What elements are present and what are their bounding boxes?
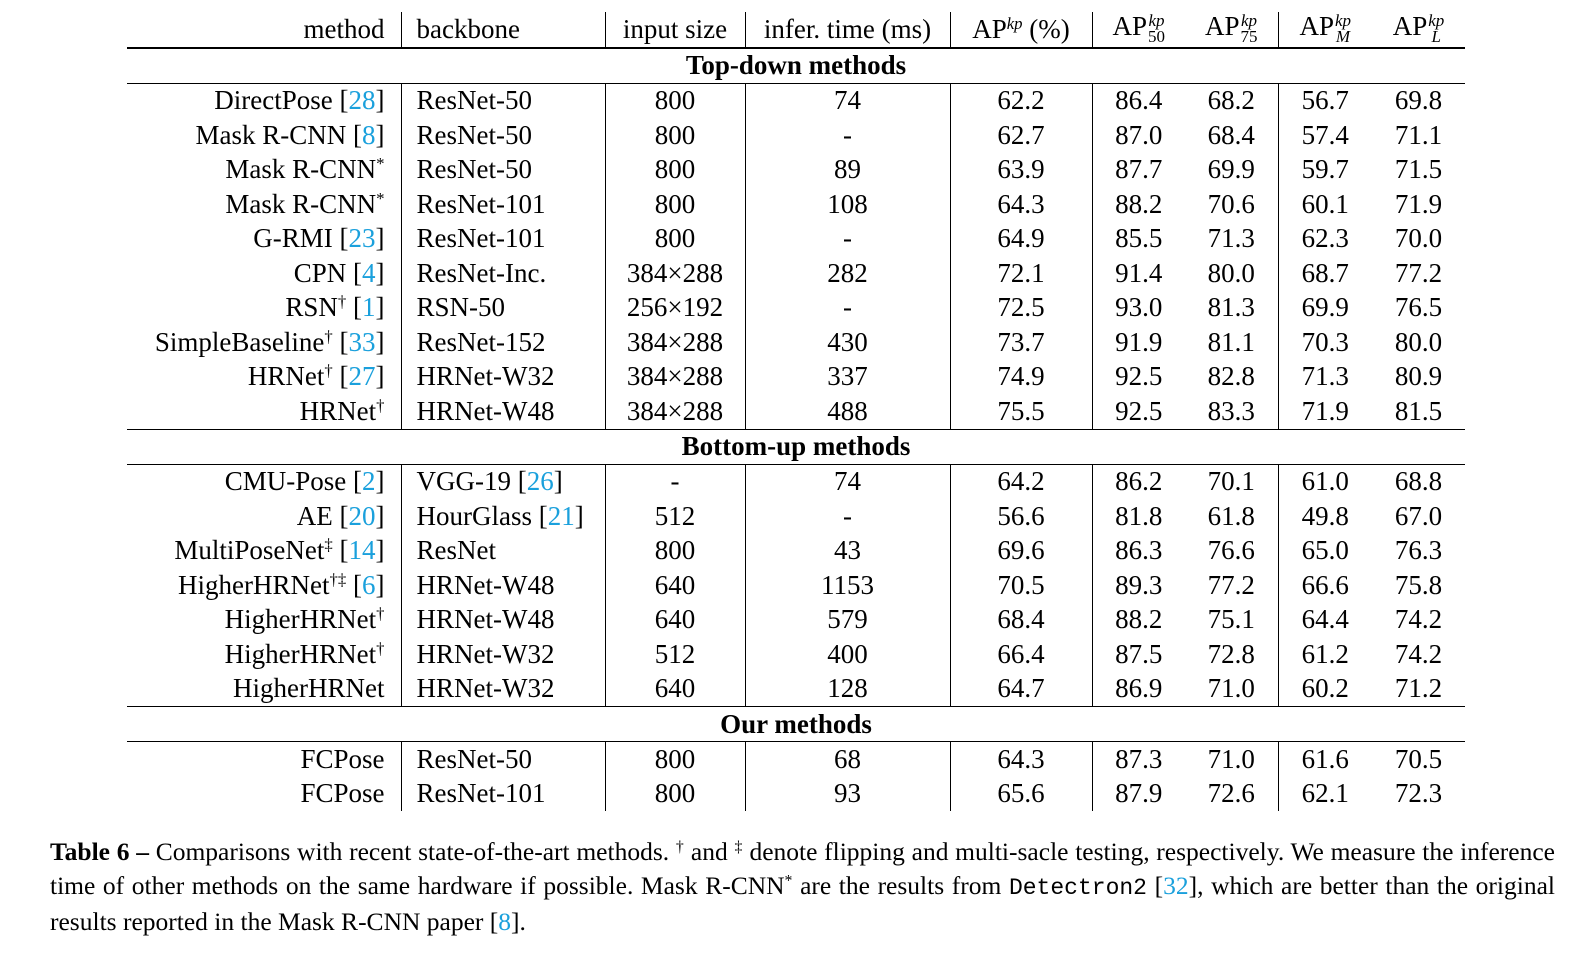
method-name: HRNet (299, 395, 377, 426)
ap50-cell: 87.0 (1115, 119, 1163, 150)
method-mark: † (324, 361, 333, 381)
caption-label: Table 6 (50, 837, 130, 866)
method-name: HigherHRNet (233, 673, 385, 704)
backbone-name: ResNet-50 (416, 85, 532, 116)
table-row (127, 360, 1465, 395)
backbone-name: HRNet-W48 (416, 395, 555, 426)
backbone-name: HRNet-W32 (416, 638, 555, 669)
table-row (127, 499, 1465, 534)
apl-cell: 71.9 (1394, 188, 1443, 219)
caption-code: Detectron2 (1008, 875, 1147, 901)
table-row (127, 325, 1465, 360)
method-ref-link[interactable]: 14 (348, 535, 376, 566)
ap75-cell: 61.8 (1185, 499, 1278, 534)
backbone-cell: VGG-19 [26] (401, 464, 605, 499)
section-header-row (127, 48, 1465, 84)
table-row (127, 637, 1465, 672)
apl-cell: 80.0 (1394, 326, 1443, 357)
backbone-name: HRNet-W48 (416, 604, 555, 635)
ap75-cell: 71.0 (1185, 742, 1278, 777)
ap50-cell: 92.5 (1115, 361, 1163, 392)
input-size-cell: 384×288 (605, 256, 745, 291)
backbone-name: ResNet (416, 535, 496, 566)
header-ap50: AP kp 50 (1092, 12, 1185, 48)
ap75-cell: 71.3 (1185, 222, 1278, 257)
apl-cell: 71.2 (1372, 672, 1465, 707)
ap75-cell: 68.4 (1185, 118, 1278, 153)
infer-time-cell: - (745, 118, 950, 153)
table-row (127, 534, 1465, 569)
apl-cell: 80.9 (1394, 361, 1443, 392)
apm-cell: 66.6 (1301, 569, 1349, 600)
ap50-cell: 88.2 (1115, 188, 1163, 219)
apm-cell: 70.3 (1301, 326, 1349, 357)
ap75-cell: 80.0 (1185, 256, 1278, 291)
input-size-cell: 800 (605, 534, 745, 569)
apm-cell: 60.2 (1278, 672, 1372, 707)
ap-cell: 64.3 (950, 187, 1092, 222)
header-row (127, 12, 1465, 48)
backbone-name: ResNet-50 (416, 743, 532, 774)
ap50-cell: 86.3 (1115, 535, 1163, 566)
ap-cell: 62.2 (950, 83, 1092, 118)
apl-cell: 76.3 (1394, 535, 1443, 566)
method-mark: † (324, 326, 333, 346)
ap-cell: 70.5 (950, 568, 1092, 603)
apl-cell: 72.3 (1394, 778, 1443, 809)
apm-cell: 59.7 (1301, 154, 1349, 185)
backbone-cell (401, 394, 605, 429)
apl-cell: 69.8 (1394, 85, 1443, 116)
method-name: SimpleBaseline (154, 326, 325, 357)
method-cell (127, 187, 401, 222)
method-cell: DirectPose [28] (127, 83, 401, 118)
method-cell: AE [20] (127, 499, 401, 534)
infer-time-cell: 74 (745, 83, 950, 118)
method-ref-link[interactable]: 20 (348, 500, 376, 531)
method-cell (127, 603, 401, 638)
input-size-cell: 800 (605, 118, 745, 153)
method-mark: † (376, 395, 385, 415)
ap-cell: 68.4 (950, 603, 1092, 638)
method-name: RSN (285, 292, 338, 323)
method-cell: RSN† [1] (127, 291, 401, 326)
header-ap: $AP^{kp}$ (%) (950, 12, 1092, 48)
infer-time-cell: 128 (745, 672, 950, 707)
method-name: CMU-Pose (224, 466, 347, 497)
ap50-cell: 86.9 (1092, 672, 1185, 707)
method-ref-link[interactable]: 2 (362, 466, 376, 497)
apm-cell: 56.7 (1301, 85, 1349, 116)
ap75-cell: 81.3 (1185, 291, 1278, 326)
ap75-cell: 72.6 (1185, 777, 1278, 812)
backbone-cell (401, 153, 605, 188)
ap50-cell: 87.7 (1115, 154, 1163, 185)
infer-time-cell: 430 (745, 325, 950, 360)
infer-time-cell: 43 (745, 534, 950, 569)
apl-cell: 70.0 (1394, 223, 1443, 254)
section-title: Our methods (127, 707, 1465, 742)
infer-time-cell: 93 (745, 777, 950, 812)
backbone-name: HRNet-W32 (416, 361, 555, 392)
method-ref-link[interactable]: 8 (362, 119, 376, 150)
infer-time-cell: 282 (745, 256, 950, 291)
apl-cell: 76.5 (1394, 292, 1443, 323)
backbone-cell (401, 325, 605, 360)
method-cell (127, 742, 401, 777)
infer-time-cell: 579 (745, 603, 950, 638)
backbone-name: ResNet-101 (416, 223, 546, 254)
table-row (127, 256, 1465, 291)
apm-cell: 68.7 (1301, 257, 1349, 288)
apm-cell: 61.2 (1301, 638, 1349, 669)
ap-cell: 74.9 (950, 360, 1092, 395)
caption-ref-link[interactable]: 8 (498, 907, 512, 936)
input-size-cell: 800 (605, 83, 745, 118)
infer-time-cell: 89 (745, 153, 950, 188)
backbone-ref-link[interactable]: 21 (547, 500, 575, 531)
apm-cell: 65.0 (1301, 535, 1349, 566)
backbone-cell (401, 637, 605, 672)
backbone-cell (401, 256, 605, 291)
header-backbone: backbone (401, 12, 605, 48)
infer-time-cell: 68 (745, 742, 950, 777)
method-name: HigherHRNet (224, 638, 377, 669)
ap75-cell: 71.0 (1185, 672, 1278, 707)
backbone-cell (401, 568, 605, 603)
input-size-cell: 384×288 (605, 325, 745, 360)
infer-time-cell: - (745, 499, 950, 534)
backbone-cell (401, 83, 605, 118)
input-size-cell: 800 (605, 777, 745, 812)
ap75-cell: 72.8 (1185, 637, 1278, 672)
header-ap75: AP kp 75 (1185, 12, 1278, 48)
method-name: MultiPoseNet (174, 535, 325, 566)
backbone-name: RSN-50 (416, 292, 506, 323)
method-name: Mask R-CNN (195, 119, 347, 150)
apm-cell: 69.9 (1301, 292, 1349, 323)
ap50-cell: 87.5 (1115, 638, 1163, 669)
ap50-cell: 91.4 (1115, 257, 1163, 288)
input-size-cell: 512 (605, 637, 745, 672)
ap-cell: 66.4 (950, 637, 1092, 672)
ap-cell: 75.5 (950, 394, 1092, 429)
ap75-cell: 69.9 (1185, 153, 1278, 188)
method-name: HRNet (247, 361, 325, 392)
ap50-cell: 91.9 (1115, 326, 1163, 357)
results-table-container (127, 12, 1465, 811)
apm-cell: 60.1 (1301, 188, 1349, 219)
backbone-cell (401, 222, 605, 257)
apl-cell: 81.5 (1372, 394, 1465, 429)
table-body (127, 48, 1465, 812)
ap-cell: 73.7 (950, 325, 1092, 360)
backbone-cell: HourGlass [21] (401, 499, 605, 534)
infer-time-cell: 488 (745, 394, 950, 429)
method-ref-link[interactable]: 33 (348, 326, 376, 357)
ap-cell: 62.7 (950, 118, 1092, 153)
ap50-cell: 86.4 (1115, 85, 1163, 116)
table-row (127, 291, 1465, 326)
backbone-cell (401, 187, 605, 222)
input-size-cell: 384×288 (605, 394, 745, 429)
apm-cell: 71.3 (1301, 361, 1349, 392)
ap50-cell: 89.3 (1115, 569, 1163, 600)
method-name: FCPose (300, 778, 385, 809)
method-name: AE (296, 500, 333, 531)
table-row (127, 672, 1465, 707)
apm-cell: 62.1 (1301, 778, 1349, 809)
input-size-cell: 800 (605, 187, 745, 222)
ap50-cell: 87.9 (1115, 778, 1163, 809)
backbone-cell (401, 118, 605, 153)
backbone-ref-link[interactable]: 26 (526, 466, 554, 497)
ap75-cell: 81.1 (1185, 325, 1278, 360)
method-mark: * (376, 154, 385, 174)
method-ref-link[interactable]: 4 (362, 257, 376, 288)
method-mark: † (337, 292, 347, 312)
input-size-cell: 512 (605, 499, 745, 534)
apl-cell: 74.2 (1394, 604, 1443, 635)
ap75-cell: 70.6 (1185, 187, 1278, 222)
infer-time-cell: - (745, 222, 950, 257)
ap75-cell: 82.8 (1185, 360, 1278, 395)
method-cell: MultiPoseNet‡ [14] (127, 534, 401, 569)
backbone-name: ResNet-101 (416, 188, 546, 219)
infer-time-cell: 1153 (745, 568, 950, 603)
backbone-name: ResNet-152 (416, 326, 546, 357)
method-name: DirectPose (214, 85, 333, 116)
input-size-cell: 640 (605, 603, 745, 638)
ap75-cell: 75.1 (1185, 603, 1278, 638)
ap50-cell: 81.8 (1115, 500, 1163, 531)
ap-cell: 63.9 (950, 153, 1092, 188)
ap-cell: 64.2 (950, 464, 1092, 499)
method-ref-link[interactable]: 6 (362, 569, 376, 600)
ap-cell: 64.3 (950, 742, 1092, 777)
input-size-cell: 384×288 (605, 360, 745, 395)
table-row (127, 777, 1465, 812)
ap75-cell: 76.6 (1185, 534, 1278, 569)
ap-cell: 64.9 (950, 222, 1092, 257)
table-row (127, 118, 1465, 153)
header-input-size: input size (605, 12, 745, 48)
header-apl: AP kp L (1372, 12, 1465, 48)
input-size-cell: 640 (605, 568, 745, 603)
backbone-name: VGG-19 (416, 466, 511, 497)
apm-cell: 61.6 (1301, 743, 1349, 774)
apl-cell: 71.5 (1394, 154, 1443, 185)
method-mark: †‡ (329, 569, 347, 589)
backbone-name: ResNet-101 (416, 778, 546, 809)
method-cell: G-RMI [23] (127, 222, 401, 257)
ap-cell: 64.7 (950, 672, 1092, 707)
results-table (127, 12, 1465, 811)
method-name: CPN (293, 257, 347, 288)
backbone-name: HRNet-W48 (416, 569, 555, 600)
input-size-cell: 256×192 (605, 291, 745, 326)
method-cell: HRNet† [27] (127, 360, 401, 395)
table-row (127, 394, 1465, 429)
method-cell (127, 777, 401, 812)
method-mark: † (376, 638, 385, 658)
apl-cell: 74.2 (1394, 638, 1443, 669)
section-title: Top-down methods (127, 48, 1465, 84)
section-header-row (127, 429, 1465, 464)
backbone-cell (401, 534, 605, 569)
ap75-cell: 70.1 (1185, 464, 1278, 499)
ap50-cell: 87.3 (1115, 743, 1163, 774)
backbone-cell (401, 603, 605, 638)
ap-cell: 69.6 (950, 534, 1092, 569)
ap75-cell: 77.2 (1185, 568, 1278, 603)
header-apm: AP kp M (1278, 12, 1372, 48)
infer-time-cell: - (745, 291, 950, 326)
method-mark: ‡ (324, 535, 333, 555)
apl-cell: 68.8 (1394, 466, 1443, 497)
table-row (127, 603, 1465, 638)
method-name: G-RMI (253, 223, 333, 254)
method-cell: Mask R-CNN [8] (127, 118, 401, 153)
method-cell (127, 637, 401, 672)
header-method: method (127, 12, 401, 48)
infer-time-cell: 108 (745, 187, 950, 222)
apm-cell: 61.0 (1301, 466, 1349, 497)
method-mark: * (376, 188, 385, 208)
method-name: Mask R-CNN (225, 188, 377, 219)
ap50-cell: 88.2 (1115, 604, 1163, 635)
method-cell: SimpleBaseline† [33] (127, 325, 401, 360)
ap-cell: 65.6 (950, 777, 1092, 812)
ap75-cell: 68.2 (1185, 83, 1278, 118)
table-row (127, 222, 1465, 257)
ap-cell: 72.5 (950, 291, 1092, 326)
ap50-cell: 86.2 (1115, 466, 1163, 497)
backbone-cell (401, 742, 605, 777)
method-cell (127, 394, 401, 429)
infer-time-cell: 337 (745, 360, 950, 395)
method-ref-link[interactable]: 23 (348, 223, 376, 254)
input-size-cell: - (605, 464, 745, 499)
apm-cell: 71.9 (1278, 394, 1372, 429)
backbone-name: ResNet-50 (416, 119, 532, 150)
input-size-cell: 640 (605, 672, 745, 707)
input-size-cell: 800 (605, 153, 745, 188)
backbone-name: ResNet-Inc. (416, 257, 547, 288)
backbone-cell (401, 672, 605, 707)
table-row (127, 187, 1465, 222)
method-name: HigherHRNet (178, 569, 330, 600)
table-row (127, 464, 1465, 499)
apl-cell: 70.5 (1394, 743, 1443, 774)
backbone-cell (401, 360, 605, 395)
ap50-cell: 92.5 (1092, 394, 1185, 429)
method-cell: CPN [4] (127, 256, 401, 291)
section-title: Bottom-up methods (127, 429, 1465, 464)
backbone-cell (401, 777, 605, 812)
ap50-cell: 93.0 (1115, 292, 1163, 323)
apm-cell: 49.8 (1301, 500, 1349, 531)
apm-cell: 62.3 (1301, 223, 1349, 254)
backbone-cell (401, 291, 605, 326)
method-cell: HigherHRNet†‡ [6] (127, 568, 401, 603)
method-cell (127, 672, 401, 707)
method-cell (127, 153, 401, 188)
backbone-name: ResNet-50 (416, 154, 532, 185)
method-ref-link[interactable]: 27 (348, 361, 376, 392)
apl-cell: 77.2 (1394, 257, 1443, 288)
ap-cell: 56.6 (950, 499, 1092, 534)
header-infer-time: infer. time (ms) (745, 12, 950, 48)
method-ref-link[interactable]: 1 (362, 292, 376, 323)
table-caption: Table 6 – Comparisons with recent state-of-the-art methods. † and ‡ denote flipping and multi-sacle testing, respectively. We measure the inference time of other methods on the same hardware if possible. Mask R-CNN* are the results from Detectron2 [32], which are better than the original results reported in the Mask R-CNN paper [8]. (50, 837, 1555, 936)
method-mark: † (376, 604, 385, 624)
backbone-name: HourGlass (416, 500, 532, 531)
method-name: FCPose (300, 743, 385, 774)
infer-time-cell: 400 (745, 637, 950, 672)
apl-cell: 67.0 (1394, 500, 1443, 531)
backbone-name: HRNet-W32 (416, 673, 555, 704)
method-name: HigherHRNet (224, 604, 377, 635)
table-row (127, 568, 1465, 603)
apm-cell: 64.4 (1301, 604, 1349, 635)
input-size-cell: 800 (605, 742, 745, 777)
ap-cell: 72.1 (950, 256, 1092, 291)
ap50-cell: 85.5 (1115, 223, 1163, 254)
table-row (127, 83, 1465, 118)
method-cell: CMU-Pose [2] (127, 464, 401, 499)
ap75-cell: 83.3 (1185, 394, 1278, 429)
apm-cell: 57.4 (1301, 119, 1349, 150)
infer-time-cell: 74 (745, 464, 950, 499)
apl-cell: 71.1 (1394, 119, 1443, 150)
section-header-row (127, 707, 1465, 742)
input-size-cell: 800 (605, 222, 745, 257)
method-ref-link[interactable]: 28 (348, 85, 376, 116)
apl-cell: 75.8 (1394, 569, 1443, 600)
table-row (127, 153, 1465, 188)
caption-ref-link[interactable]: 32 (1163, 871, 1189, 900)
method-name: Mask R-CNN (225, 154, 377, 185)
table-row (127, 742, 1465, 777)
